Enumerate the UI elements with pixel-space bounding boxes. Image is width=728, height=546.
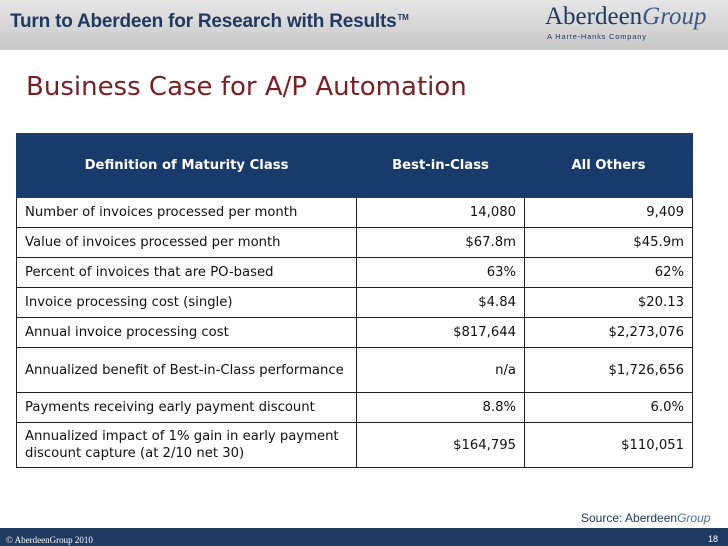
best-in-class-value: $164,795 <box>357 423 525 468</box>
all-others-value: $110,051 <box>525 423 693 468</box>
logo-wordmark: AberdeenGroup <box>545 3 707 30</box>
table-row <box>17 288 693 318</box>
table-row <box>17 228 693 258</box>
source-note: Source: AberdeenGroup <box>581 511 711 525</box>
column-header-all-others: All Others <box>525 134 693 198</box>
column-header-best-in-class: Best-in-Class <box>357 134 525 198</box>
table-row <box>17 423 693 468</box>
trademark-mark: TM <box>397 13 409 22</box>
footer-bar <box>0 528 728 546</box>
banner-title: Turn to Aberdeen for Research with Results™ <box>10 11 409 32</box>
all-others-value: $2,273,076 <box>525 318 693 348</box>
row-label: Annual invoice processing cost <box>17 318 357 348</box>
aberdeen-group-logo <box>545 3 725 43</box>
all-others-value: 6.0% <box>525 393 693 423</box>
row-label: Annualized benefit of Best-in-Class performance <box>17 348 357 393</box>
row-label: Value of invoices processed per month <box>17 228 357 258</box>
all-others-value: $1,726,656 <box>525 348 693 393</box>
table-row <box>17 198 693 228</box>
slide-title: Business Case for A/P Automation <box>26 72 467 102</box>
row-label: Annualized impact of 1% gain in early payment discount capture (at 2/10 net 30) <box>17 423 357 468</box>
best-in-class-value: 63% <box>357 258 525 288</box>
row-label: Payments receiving early payment discount <box>17 393 357 423</box>
best-in-class-value: $817,644 <box>357 318 525 348</box>
table-row <box>17 393 693 423</box>
all-others-value: $45.9m <box>525 228 693 258</box>
table-row <box>17 348 693 393</box>
best-in-class-value: $67.8m <box>357 228 525 258</box>
column-header-definition: Definition of Maturity Class <box>17 134 357 198</box>
page-number: 18 <box>708 534 719 544</box>
table-row <box>17 258 693 288</box>
row-label: Invoice processing cost (single) <box>17 288 357 318</box>
copyright-text: © AberdeenGroup 2010 <box>6 535 93 545</box>
table-header-row <box>17 134 693 198</box>
best-in-class-value: n/a <box>357 348 525 393</box>
all-others-value: 9,409 <box>525 198 693 228</box>
all-others-value: 62% <box>525 258 693 288</box>
table-row <box>17 318 693 348</box>
all-others-value: $20.13 <box>525 288 693 318</box>
row-label: Number of invoices processed per month <box>17 198 357 228</box>
row-label: Percent of invoices that are PO-based <box>17 258 357 288</box>
top-banner <box>0 0 728 50</box>
best-in-class-value: 8.8% <box>357 393 525 423</box>
maturity-class-table <box>16 133 693 468</box>
best-in-class-value: $4.84 <box>357 288 525 318</box>
best-in-class-value: 14,080 <box>357 198 525 228</box>
logo-subtitle: A Harte-Hanks Company <box>547 32 647 41</box>
